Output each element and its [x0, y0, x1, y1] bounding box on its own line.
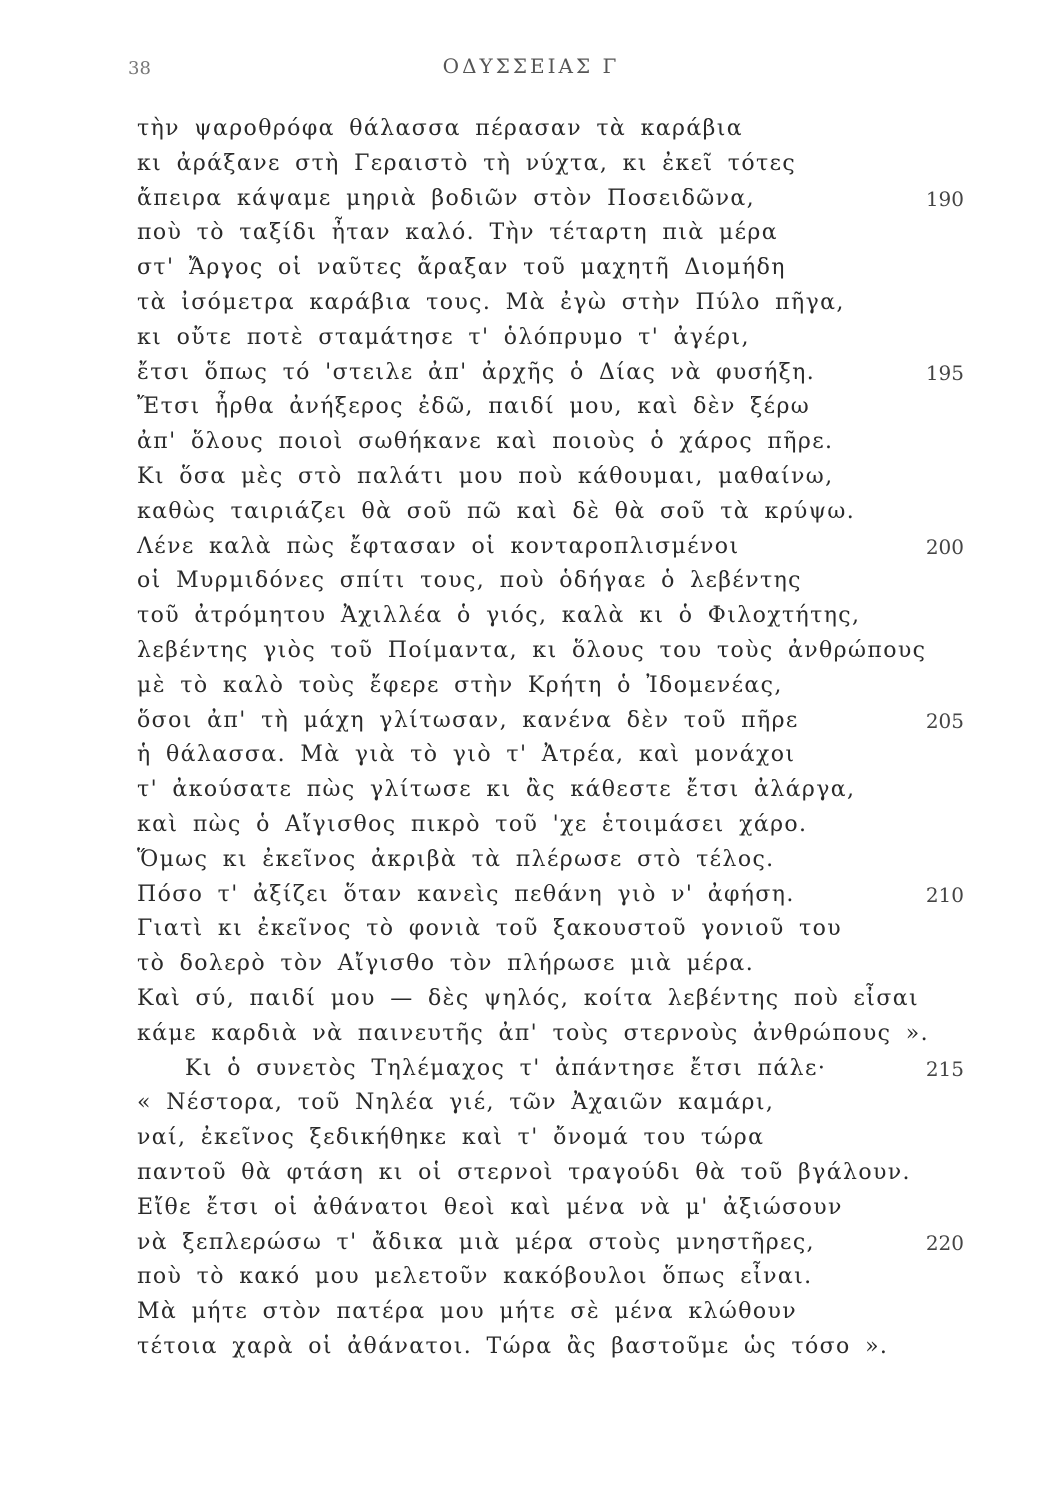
- verse-block: [0, 112, 1062, 1365]
- verse-text: τ' ἀκούσατε πὼς γλίτωσε κι ἂς κάθεστε ἔτσι ἀλάργα,: [137, 777, 856, 803]
- verse-text: ἔτσι ὅπως τό 'στειλε ἀπ' ἀρχῆς ὁ Δίας νὰ φυσήξη.: [137, 359, 816, 385]
- verse-line: [0, 425, 1062, 460]
- verse-text: Καὶ σύ, παιδί μου — δὲς ψηλός, κοίτα λεβέντης ποὺ εἶσαι: [137, 985, 920, 1011]
- verse-line: [0, 147, 1062, 182]
- verse-text: νὰ ξεπλερώσω τ' ἄδικα μιὰ μέρα στοὺς μνηστῆρες,: [137, 1229, 815, 1255]
- verse-text: ὅσοι ἀπ' τὴ μάχη γλίτωσαν, κανένα δὲν τοῦ πῆρε: [137, 707, 799, 733]
- page-header: [0, 52, 1062, 82]
- verse-text: τὴν ψαροθρόφα θάλασσα πέρασαν τὰ καράβια: [137, 116, 743, 141]
- verse-line: [0, 112, 1062, 147]
- verse-text: κάμε καρδιὰ νὰ παινευτῆς ἀπ' τοὺς στερνοὺς ἀνθρώπους ».: [137, 1020, 930, 1046]
- verse-line: [0, 1156, 1062, 1191]
- verse-line: [0, 1017, 1062, 1052]
- verse-line: [0, 982, 1062, 1017]
- verse-text: Πόσο τ' ἀξίζει ὅταν κανεὶς πεθάνη γιὸ ν' ἀφήση.: [137, 881, 795, 907]
- verse-line: [0, 808, 1062, 843]
- verse-line: [0, 286, 1062, 321]
- verse-line: [0, 564, 1062, 599]
- verse-text: λεβέντης γιὸς τοῦ Ποίμαντα, κι ὅλους του τοὺς ἀνθρώπους: [137, 637, 927, 663]
- verse-text: παντοῦ θὰ φτάση κι οἱ στερνοὶ τραγούδι θὰ τοῦ βγάλουν.: [137, 1159, 911, 1185]
- verse-line: [0, 216, 1062, 251]
- verse-text: Κι ὁ συνετὸς Τηλέμαχος τ' ἀπάντησε ἔτσι πάλε·: [185, 1055, 827, 1081]
- page-number: 38: [128, 58, 151, 79]
- verse-text: κι οὔτε ποτὲ σταμάτησε τ' ὁλόπρυμο τ' ἀγέρι,: [137, 324, 750, 350]
- line-number: 200: [925, 534, 964, 559]
- verse-text: Γιατὶ κι ἐκεῖνος τὸ φονιὰ τοῦ ξακουστοῦ γονιοῦ του: [137, 916, 843, 942]
- line-number: 220: [925, 1230, 964, 1255]
- verse-text: ἄπειρα κάψαμε μηριὰ βοδιῶν στὸν Ποσειδῶνα,: [137, 185, 756, 211]
- verse-line: [0, 843, 1062, 878]
- verse-text: κι ἀράξανε στὴ Γεραιστὸ τὴ νύχτα, κι ἐκεῖ τότες: [137, 150, 797, 176]
- verse-line: [0, 460, 1062, 495]
- verse-line: [0, 669, 1062, 704]
- line-number: 210: [925, 882, 964, 907]
- verse-line: [0, 390, 1062, 425]
- verse-text: ναί, ἐκεῖνος ξεδικήθηκε καὶ τ' ὄνομά του τώρα: [137, 1125, 765, 1151]
- verse-line: [0, 1052, 1062, 1087]
- verse-text: μὲ τὸ καλὸ τοὺς ἔφερε στὴν Κρήτη ὁ Ἰδομενέας,: [137, 672, 783, 698]
- verse-text: ποὺ τὸ ταξίδι ἦταν καλό. Τὴν τέταρτη πιὰ μέρα: [137, 220, 778, 246]
- verse-line: [0, 634, 1062, 669]
- verse-text: Κι ὅσα μὲς στὸ παλάτι μου ποὺ κάθουμαι, μαθαίνω,: [137, 463, 834, 489]
- verse-text: στ' Ἄργος οἱ ναῦτες ἄραξαν τοῦ μαχητῆ Διομήδη: [137, 255, 786, 281]
- verse-line: [0, 947, 1062, 982]
- verse-line: [0, 251, 1062, 286]
- line-number: 195: [925, 360, 964, 385]
- verse-text: Ἔτσι ἦρθα ἀνήξερος ἐδῶ, παιδί μου, καὶ δὲν ξέρω: [137, 394, 811, 420]
- verse-text: Ὅμως κι ἐκεῖνος ἀκριβὰ τὰ πλέρωσε στὸ τέλος.: [137, 846, 775, 872]
- verse-line: [0, 1121, 1062, 1156]
- line-number: 190: [925, 186, 964, 211]
- verse-text: ποὺ τὸ κακό μου μελετοῦν κακόβουλοι ὅπως εἶναι.: [137, 1264, 813, 1290]
- verse-line: [0, 773, 1062, 808]
- verse-line: [0, 1226, 1062, 1261]
- verse-text: τὸ δολερὸ τὸν Αἴγισθο τὸν πλήρωσε μιὰ μέρα.: [137, 951, 755, 977]
- verse-line: [0, 1260, 1062, 1295]
- verse-line: [0, 1295, 1062, 1330]
- verse-text: Λένε καλὰ πὼς ἔφτασαν οἱ κονταροπλισμένοι: [137, 533, 740, 559]
- verse-text: τέτοια χαρὰ οἱ ἀθάνατοι. Τώρα ἂς βαστοῦμε ὡς τόσο ».: [137, 1333, 889, 1359]
- verse-text: Εἴθε ἔτσι οἱ ἀθάνατοι θεοὶ καὶ μένα νὰ μ' ἀξιώσουν: [137, 1194, 843, 1220]
- verse-line: [0, 1330, 1062, 1365]
- verse-text: καὶ πὼς ὁ Αἴγισθος πικρὸ τοῦ 'χε ἑτοιμάσει χάρο.: [137, 811, 808, 837]
- verse-text: καθὼς ταιριάζει θὰ σοῦ πῶ καὶ δὲ θὰ σοῦ τὰ κρύψω.: [137, 498, 856, 524]
- verse-line: [0, 1191, 1062, 1226]
- verse-text: τοῦ ἀτρόμητου Ἀχιλλέα ὁ γιός, καλὰ κι ὁ Φιλοχτήτης,: [137, 603, 861, 629]
- verse-text: « Νέστορα, τοῦ Νηλέα γιέ, τῶν Ἀχαιῶν καμάρι,: [137, 1090, 775, 1116]
- verse-line: [0, 530, 1062, 565]
- verse-line: [0, 495, 1062, 530]
- verse-line: [0, 738, 1062, 773]
- verse-line: [0, 704, 1062, 739]
- line-number: 215: [925, 1056, 964, 1081]
- verse-line: [0, 912, 1062, 947]
- verse-text: οἱ Μυρμιδόνες σπίτι τους, ποὺ ὁδήγαε ὁ λεβέντης: [137, 568, 802, 594]
- verse-line: [0, 1086, 1062, 1121]
- verse-line: [0, 878, 1062, 913]
- line-number: 205: [925, 708, 964, 733]
- verse-line: [0, 321, 1062, 356]
- verse-text: Μὰ μήτε στὸν πατέρα μου μήτε σὲ μένα κλώθουν: [137, 1299, 798, 1325]
- running-head: ΟΔΥΣΣΕΙΑΣ Γ: [442, 54, 620, 78]
- verse-text: τὰ ἰσόμετρα καράβια τους. Μὰ ἐγὼ στὴν Πύλο πῆγα,: [137, 289, 845, 315]
- verse-line: [0, 182, 1062, 217]
- verse-text: ἡ θάλασσα. Μὰ γιὰ τὸ γιὸ τ' Ἀτρέα, καὶ μονάχοι: [137, 742, 796, 768]
- verse-line: [0, 599, 1062, 634]
- verse-text: ἀπ' ὅλους ποιοὶ σωθήκανε καὶ ποιοὺς ὁ χάρος πῆρε.: [137, 429, 834, 455]
- verse-line: [0, 356, 1062, 391]
